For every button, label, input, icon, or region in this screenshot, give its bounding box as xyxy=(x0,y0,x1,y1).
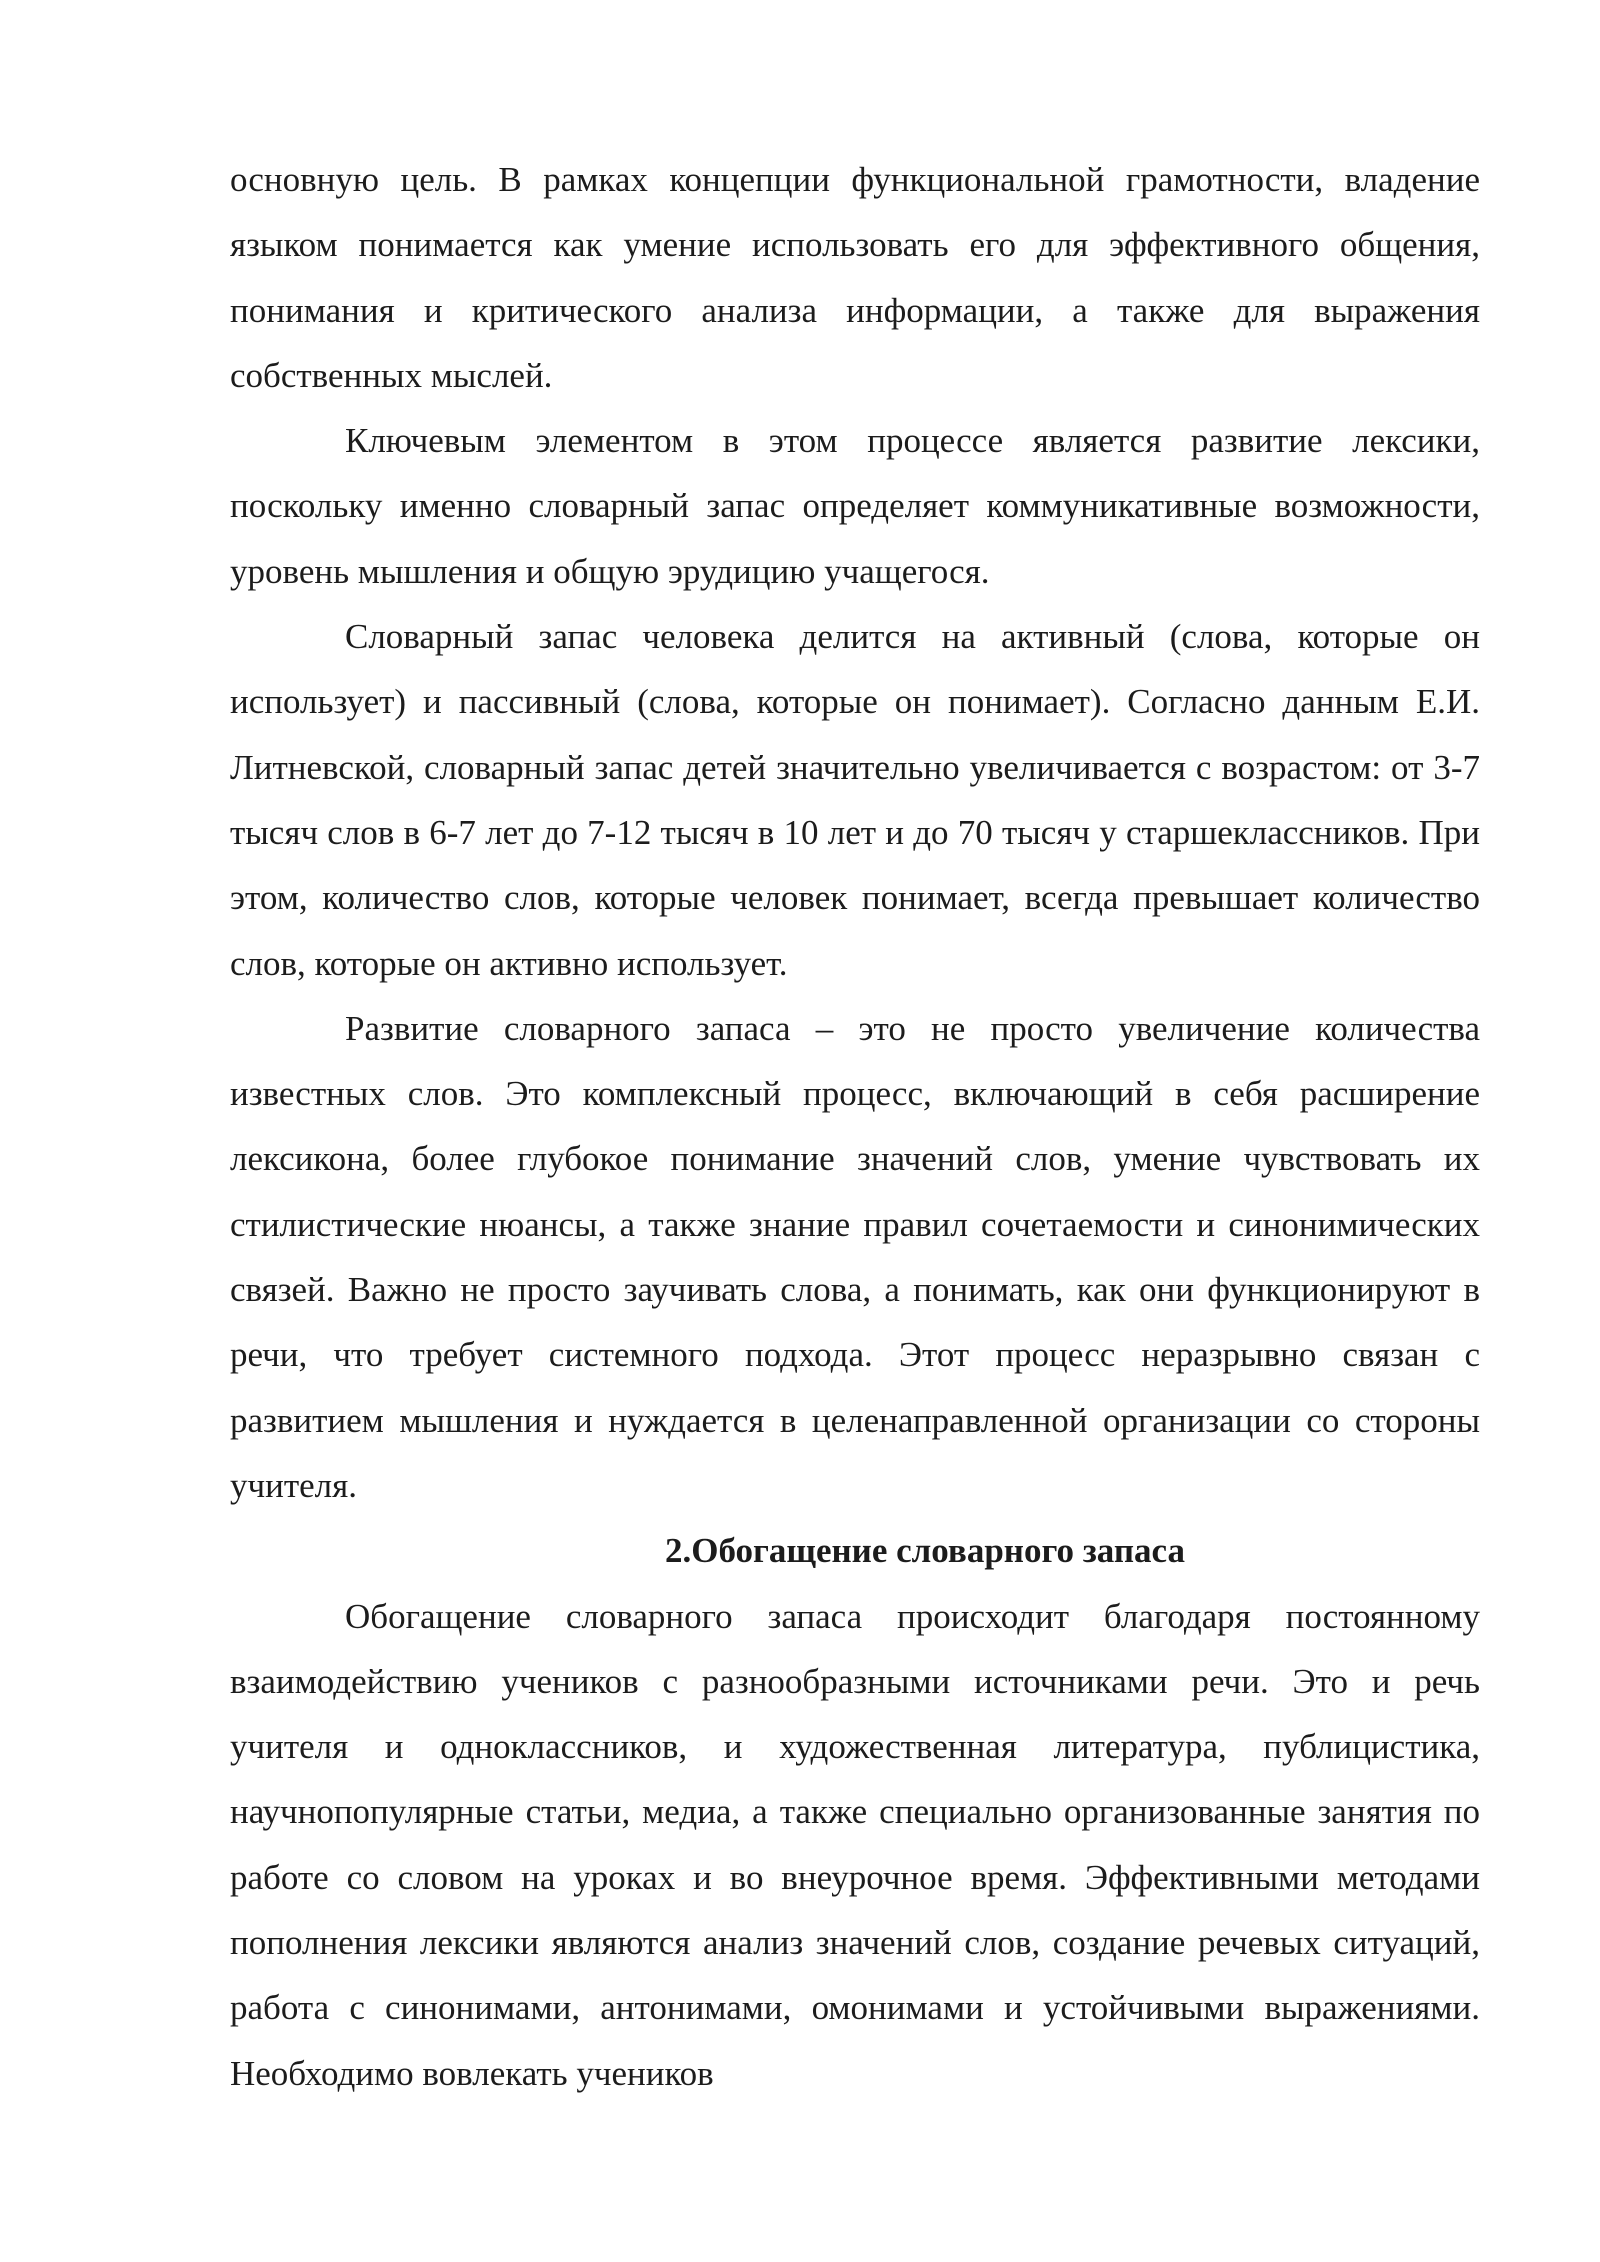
paragraph-2: Ключевым элементом в этом процессе является развитие лексики, поскольку именно словарный запас определяет коммуникативные возможности, уровень мышления и общую эрудицию учащегося. xyxy=(230,421,1480,591)
document-page xyxy=(230,147,1480,2106)
paragraph-3: Словарный запас человека делится на активный (слова, которые он использует) и пассивный (слова, которые он понимает). Согласно данным Е.И. Литневской, словарный запас детей значительно увеличивается с возрастом: от 3-7 тысяч слов в 6-7 лет до 7-12 тысяч в 10 лет и до 70 тысяч у старшеклассников. При этом, количество слов, которые человек понимает, всегда превышает количество слов, которые он активно использует. xyxy=(230,617,1480,983)
paragraph-5: Обогащение словарного запаса происходит благодаря постоянному взаимодействию учеников с разнообразными источниками речи. Это и речь учителя и одноклассников, и художественная литература, публицистика, научнопопулярные статьи, медиа, а также специально организованные занятия по работе со словом на уроках и во внеурочное время. Эффективными методами пополнения лексики являются анализ значений слов, создание речевых ситуаций, работа с синонимами, антонимами, омонимами и устойчивыми выражениями. Необходимо вовлекать учеников xyxy=(230,1596,1480,2093)
paragraph-4: Развитие словарного запаса – это не просто увеличение количества известных слов. Это комплексный процесс, включающий в себя расширение лексикона, более глубокое понимание значений слов, умение чувствовать их стилистические нюансы, а также знание правил сочетаемости и синонимических связей. Важно не просто заучивать слова, а понимать, как они функционируют в речи, что требует системного подхода. Этот процесс неразрывно связан с развитием мышления и нуждается в целенаправленной организации со стороны учителя. xyxy=(230,1008,1480,1505)
section-heading: 2.Обогащение словарного запаса xyxy=(665,1531,1185,1571)
paragraph-1: основную цель. В рамках концепции функциональной грамотности, владение языком понимается как умение использовать его для эффективного общения, понимания и критического анализа информации, а также для выражения собственных мыслей. xyxy=(230,160,1480,395)
